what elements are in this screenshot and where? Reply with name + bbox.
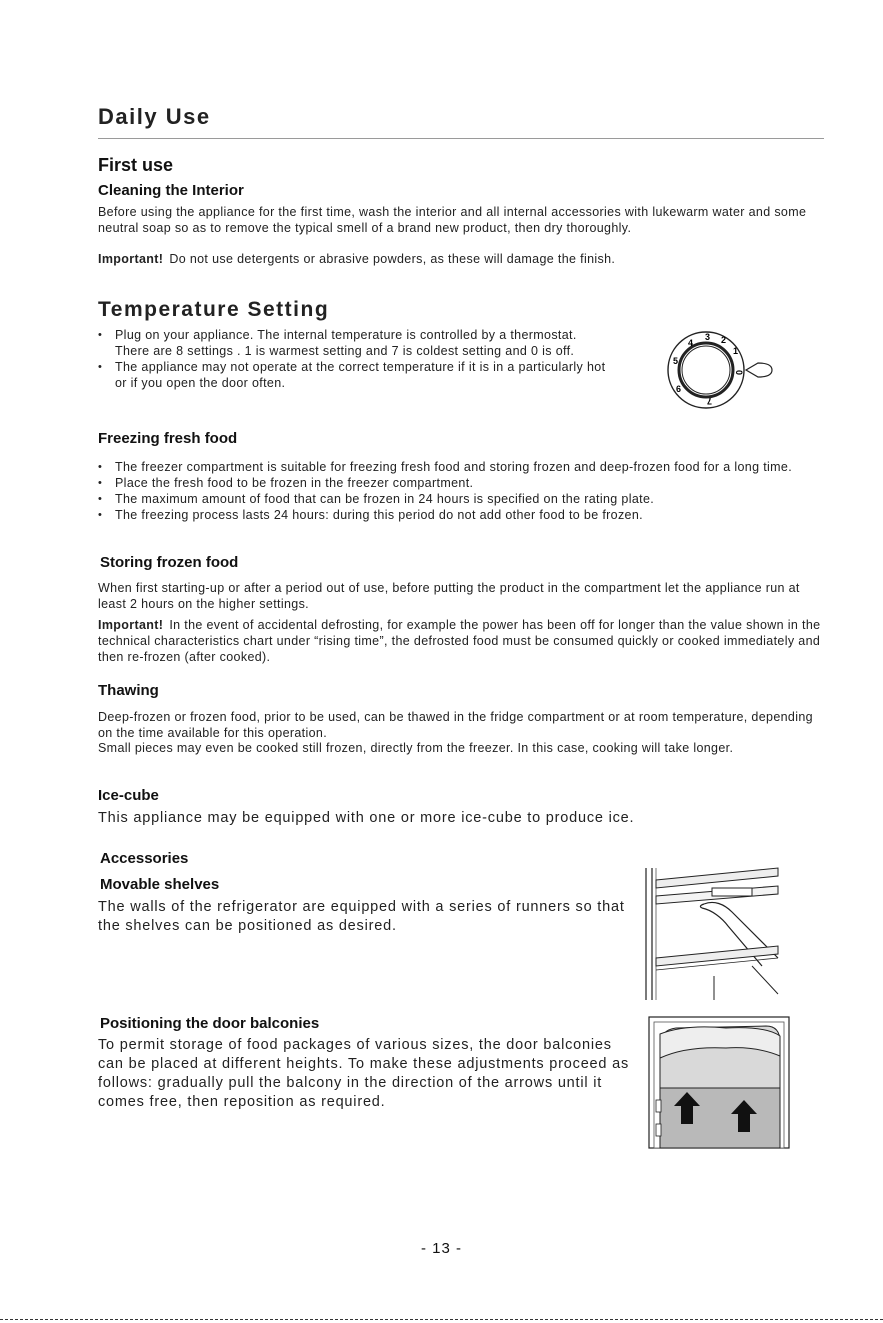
important-label: Important! xyxy=(98,618,164,632)
dial-number: 1 xyxy=(733,346,739,356)
list-item: • Plug on your appliance. The internal temperature is controlled by a thermostat. There are 8 settings . 1 is warmest setting and 7 is coldest setting and 0 is off. xyxy=(98,327,608,359)
list-item: • Place the fresh food to be frozen in the freezer compartment. xyxy=(98,475,826,491)
thawing-text-2: Small pieces may even be cooked still frozen, directly from the freezer. In this case, cooking will take longer. xyxy=(98,741,734,755)
dial-number: 6 xyxy=(676,384,682,394)
dial-number: 3 xyxy=(705,332,711,342)
list-item: • The freezer compartment is suitable for freezing fresh food and storing frozen and deep-frozen food for a long time. xyxy=(98,459,826,475)
important-text: Do not use detergents or abrasive powders, as these will damage the finish. xyxy=(169,252,616,266)
temperature-heading: Temperature Setting xyxy=(98,298,330,321)
movable-shelf-illustration xyxy=(642,866,782,1002)
shelves-heading: Movable shelves xyxy=(100,876,220,893)
freezing-list xyxy=(98,459,826,523)
important-label: Important! xyxy=(98,252,164,266)
first-use-heading: First use xyxy=(98,155,174,175)
storing-important xyxy=(98,617,826,665)
dial-number: 5 xyxy=(673,356,679,366)
list-item: • The freezing process lasts 24 hours: during this period do not add other food to be frozen. xyxy=(98,507,826,523)
thermostat-dial-illustration xyxy=(660,330,780,410)
ice-cube-heading: Ice-cube xyxy=(98,787,159,804)
freezing-heading: Freezing fresh food xyxy=(98,430,238,447)
dial-number: 4 xyxy=(688,338,694,348)
balconies-text: To permit storage of food packages of various sizes, the door balconies can be placed at different heights. To make these adjustments proceed as follows: gradually pull the balcony in the direction of the arrows until it comes free, then reposition as required. xyxy=(98,1037,630,1110)
list-item: • The maximum amount of food that can be frozen in 24 hours is specified on the rating plate. xyxy=(98,491,826,507)
storing-text: When first starting-up or after a period out of use, before putting the product in the compartment let the appliance run at least 2 hours on the higher settings. xyxy=(98,581,800,611)
dial-number: 7 xyxy=(706,396,712,406)
trim-line xyxy=(0,1319,883,1320)
title-divider xyxy=(98,138,824,139)
page-number: - 13 - xyxy=(420,1240,462,1257)
cleaning-heading: Cleaning the Interior xyxy=(98,182,244,199)
thawing-heading: Thawing xyxy=(98,682,159,699)
dial-number: 2 xyxy=(721,335,727,345)
temperature-list xyxy=(98,327,608,391)
thawing-text-1: Deep-frozen or frozen food, prior to be used, can be thawed in the fridge compartment or at room temperature, depending on the time available for this operation. xyxy=(98,710,813,740)
section-title: Daily Use xyxy=(98,104,211,129)
important-text: In the event of accidental defrosting, for example the power has been off for longer than the value shown in the technical characteristics chart under “rising time”, the defrosted food must be consumed quickly or cooked immediately and then re-frozen (after cooked). xyxy=(98,618,821,664)
balconies-heading: Positioning the door balconies xyxy=(100,1015,320,1032)
door-balcony-illustration xyxy=(646,1014,792,1150)
cleaning-important xyxy=(98,251,826,267)
ice-cube-text: This appliance may be equipped with one or more ice-cube to produce ice. xyxy=(98,810,635,826)
shelves-text: The walls of the refrigerator are equipped with a series of runners so that the shelves can be positioned as desired. xyxy=(98,899,625,934)
accessories-heading: Accessories xyxy=(100,850,189,867)
cleaning-text: Before using the appliance for the first time, wash the interior and all internal accessories with lukewarm water and some neutral soap so as to remove the typical smell of a brand new product, then dry thoroughly. xyxy=(98,205,807,235)
list-item: • The appliance may not operate at the correct temperature if it is in a particularly hot or if you open the door often. xyxy=(98,359,608,391)
dial-number: 0 xyxy=(734,370,744,376)
dial-pointer-icon xyxy=(746,363,772,377)
storing-heading: Storing frozen food xyxy=(100,554,239,571)
